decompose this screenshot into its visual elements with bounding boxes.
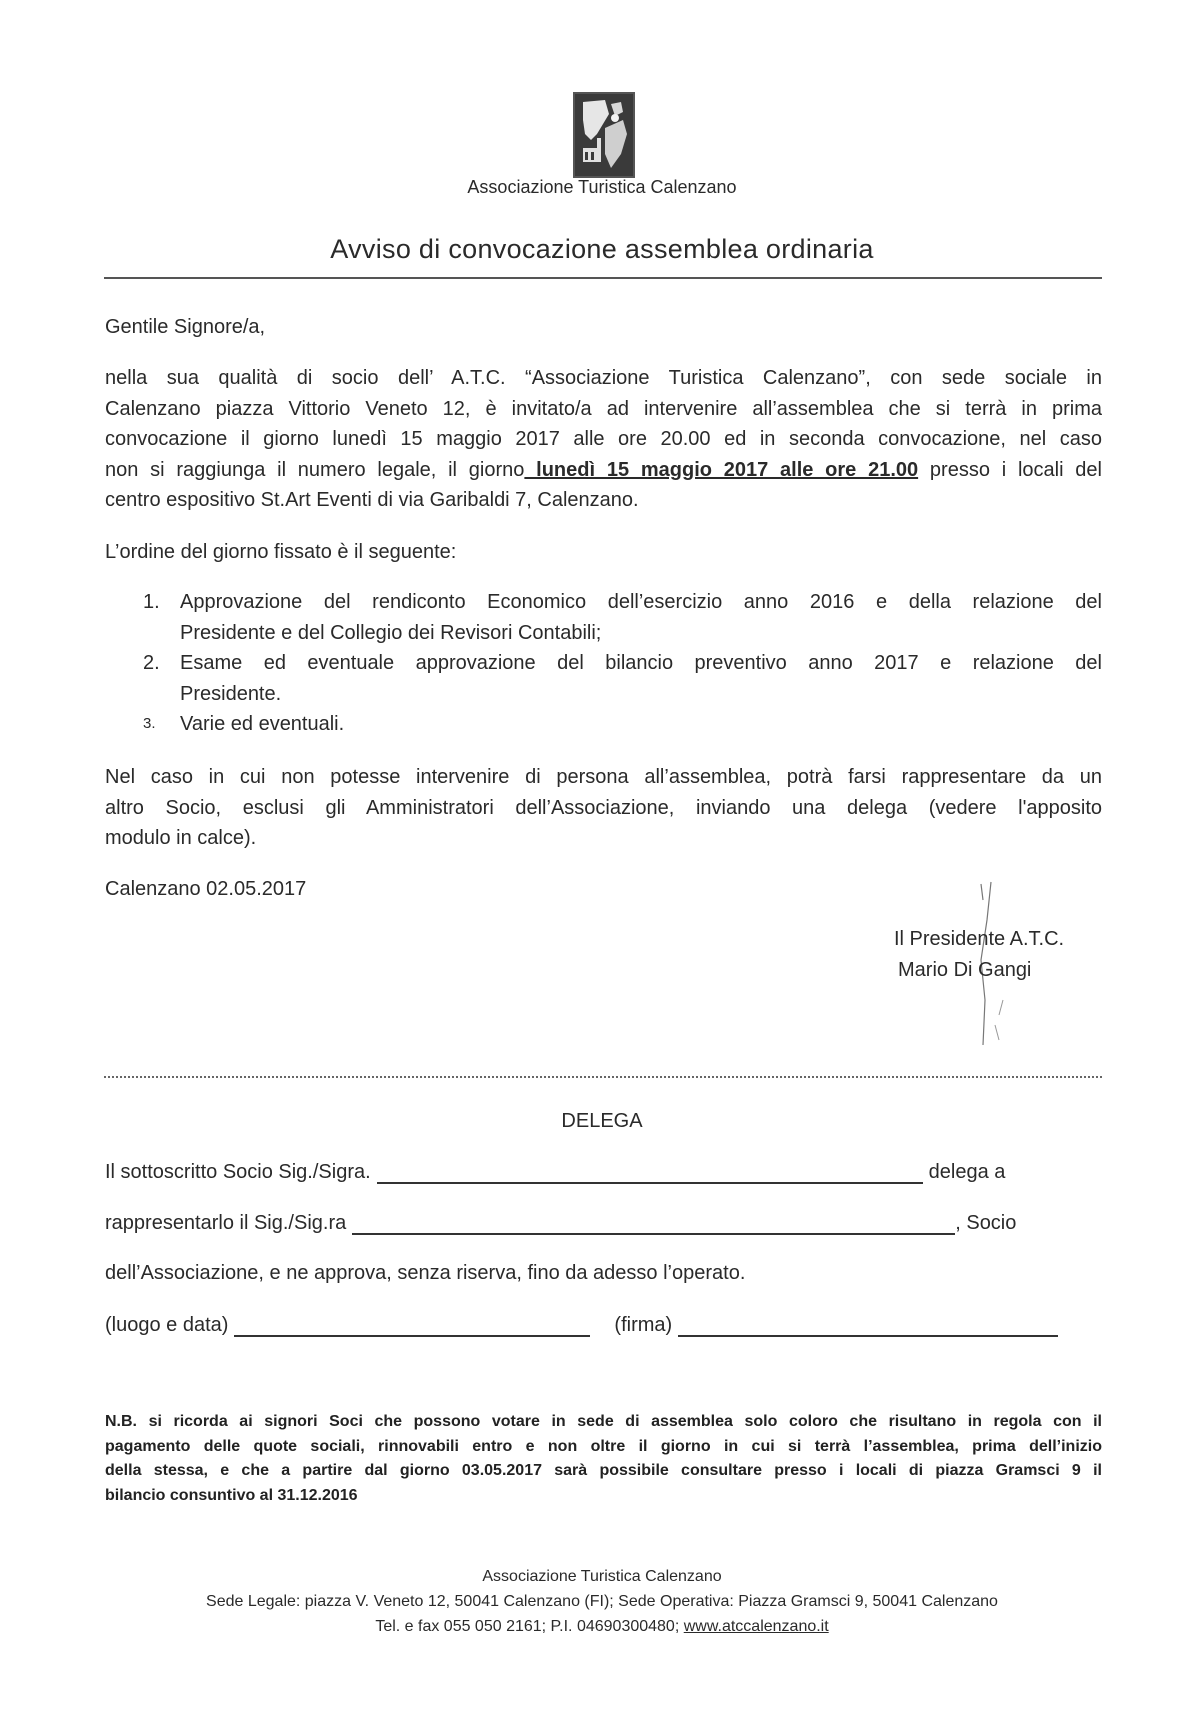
- footer-contacts: [0, 1614, 1204, 1639]
- note-line: della stessa, e che a partire dal giorno 03.05.2017 sarà possibile consultare presso i locali di piazza Gramsci 9 il: [105, 1462, 1102, 1479]
- agenda-item: [143, 648, 1102, 709]
- signature-label: (firma): [614, 1314, 673, 1336]
- agenda-number: 3.: [143, 715, 156, 732]
- approval-statement: dell’Associazione, e ne approva, senza riserva, fino da adesso l’operato.: [105, 1262, 746, 1284]
- delega-title: DELEGA: [561, 1110, 643, 1132]
- delegate-label: rappresentarlo il Sig./Sig.ra: [105, 1212, 347, 1234]
- page-title: Avviso di convocazione assemblea ordinaria: [330, 234, 874, 264]
- atc-logo-icon: [573, 92, 635, 178]
- agenda-number: 2.: [143, 652, 160, 674]
- delegator-name-field[interactable]: [377, 1160, 923, 1184]
- footer-organization: Associazione Turistica Calenzano: [482, 1568, 722, 1585]
- delegate-name-field[interactable]: [352, 1211, 955, 1235]
- proxy-paragraph: [105, 762, 1102, 854]
- agenda-item: [143, 709, 1102, 740]
- invitation-paragraph: [105, 363, 1102, 516]
- greeting: Gentile Signore/a,: [105, 316, 266, 338]
- delegator-row: [105, 1160, 1105, 1184]
- agenda-text: Presidente.: [180, 682, 282, 705]
- delegator-label: Il sottoscritto Socio Sig./Sigra.: [105, 1161, 371, 1183]
- cut-line: [104, 1076, 1102, 1078]
- place-date-field[interactable]: [234, 1313, 590, 1337]
- delegator-suffix: delega a: [928, 1161, 1006, 1183]
- paragraph-line: convocazione il giorno lunedì 15 maggio 2017 alle ore 20.00 ed in seconda convocazione, nel caso: [105, 428, 1102, 450]
- signature-field[interactable]: [678, 1313, 1058, 1337]
- signature-row: [105, 1313, 1105, 1337]
- agenda-number: 1.: [143, 591, 160, 613]
- paragraph-line: [105, 455, 1102, 486]
- agenda-text: Esame ed eventuale approvazione del bilancio preventivo anno 2017 e relazione del: [180, 652, 1102, 674]
- voting-note: [105, 1410, 1102, 1508]
- footer-contact-text: Tel. e fax 055 050 2161; P.I. 04690300480;: [375, 1618, 684, 1635]
- agenda-list: [143, 587, 1102, 740]
- paragraph-line: Nel caso in cui non potesse intervenire di persona all’assemblea, potrà farsi rappresentare da un: [105, 766, 1102, 788]
- note-line: bilancio consuntivo al 31.12.2016: [105, 1486, 358, 1504]
- delegate-suffix: , Socio: [955, 1212, 1017, 1234]
- paragraph-line: modulo in calce).: [105, 827, 257, 849]
- logo-graphic: [575, 94, 633, 176]
- paragraph-line: Calenzano piazza Vittorio Veneto 12, è invitato/a ad intervenire all’assemblea che si terrà in prima: [105, 397, 1102, 420]
- place-date: Calenzano 02.05.2017: [105, 878, 307, 900]
- paragraph-line: nella sua qualità di socio dell’ A.T.C. “Associazione Turistica Calenzano”, con sede sociale in: [105, 367, 1102, 389]
- agenda-text: Approvazione del rendiconto Economico dell’esercizio anno 2016 e della relazione del: [180, 591, 1102, 613]
- paragraph-line: altro Socio, esclusi gli Amministratori dell’Associazione, inviando una delega (vedere l'apposito: [105, 796, 1102, 819]
- note-line: pagamento delle quote sociali, rinnovabili entro e non oltre il giorno in cui si terrà l’assemblea, prima dell’inizio: [105, 1437, 1102, 1455]
- footer-addresses: Sede Legale: piazza V. Veneto 12, 50041 Calenzano (FI); Sede Operativa: Piazza Gramsci 9, 50041 Calenzano: [206, 1593, 998, 1610]
- agenda-item: [143, 587, 1102, 648]
- second-convocation-date: lunedì 15 maggio 2017 alle ore 21.00: [524, 458, 919, 481]
- note-line: N.B. si ricorda ai signori Soci che possono votare in sede di assemblea solo coloro che risultano in regola con il: [105, 1413, 1102, 1430]
- place-date-label: (luogo e data): [105, 1314, 229, 1336]
- signatory-name: Mario Di Gangi: [898, 959, 1032, 981]
- website-link[interactable]: www.atccalenzano.it: [683, 1618, 829, 1635]
- agenda-intro: L’ordine del giorno fissato è il seguente:: [105, 541, 457, 563]
- line-text: non si raggiunga il numero legale, il giorno: [105, 458, 525, 481]
- line-text: presso i locali del: [918, 458, 1102, 481]
- title-divider: [104, 277, 1102, 279]
- organization-name: Associazione Turistica Calenzano: [467, 177, 737, 197]
- delegate-row: [105, 1211, 1105, 1235]
- paragraph-line: centro espositivo St.Art Eventi di via Garibaldi 7, Calenzano.: [105, 489, 639, 511]
- agenda-text: Presidente e del Collegio dei Revisori Contabili;: [180, 621, 602, 644]
- signatory-role: Il Presidente A.T.C.: [894, 928, 1065, 950]
- agenda-text: Varie ed eventuali.: [180, 713, 345, 735]
